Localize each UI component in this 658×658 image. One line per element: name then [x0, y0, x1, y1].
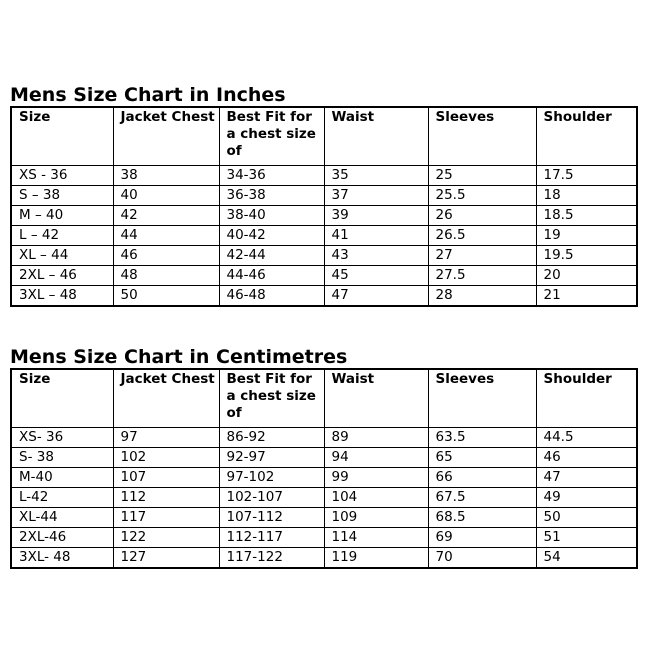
inches-size-table	[10, 106, 638, 307]
cell-jacket-chest: 46	[113, 246, 219, 266]
cell-jacket-chest: 112	[113, 488, 219, 508]
cell-size: 3XL- 48	[11, 548, 113, 569]
cell-jacket-chest: 44	[113, 226, 219, 246]
cell-waist: 41	[324, 226, 428, 246]
cell-best-fit: 36-38	[219, 186, 324, 206]
cell-best-fit: 40-42	[219, 226, 324, 246]
table-row	[11, 528, 637, 548]
cell-sleeves: 26	[428, 206, 536, 226]
cell-sleeves: 66	[428, 468, 536, 488]
cell-sleeves: 27	[428, 246, 536, 266]
header-best-fit: Best Fit for a chest size of	[219, 369, 324, 428]
cell-shoulder: 51	[536, 528, 637, 548]
cell-jacket-chest: 127	[113, 548, 219, 569]
cell-size: XL – 44	[11, 246, 113, 266]
inches-chart-title: Mens Size Chart in Inches	[10, 84, 286, 106]
header-shoulder: Shoulder	[536, 369, 637, 428]
cell-sleeves: 27.5	[428, 266, 536, 286]
cell-size: M – 40	[11, 206, 113, 226]
header-size: Size	[11, 107, 113, 166]
cell-shoulder: 46	[536, 448, 637, 468]
cell-sleeves: 70	[428, 548, 536, 569]
cell-size: L-42	[11, 488, 113, 508]
header-jacket-chest: Jacket Chest	[113, 107, 219, 166]
table-row	[11, 448, 637, 468]
cell-shoulder: 20	[536, 266, 637, 286]
cell-waist: 119	[324, 548, 428, 569]
cell-size: XL-44	[11, 508, 113, 528]
cell-best-fit: 44-46	[219, 266, 324, 286]
cell-best-fit: 107-112	[219, 508, 324, 528]
cell-size: M-40	[11, 468, 113, 488]
header-sleeves: Sleeves	[428, 107, 536, 166]
cell-waist: 94	[324, 448, 428, 468]
header-best-fit: Best Fit for a chest size of	[219, 107, 324, 166]
cell-waist: 109	[324, 508, 428, 528]
cell-waist: 99	[324, 468, 428, 488]
table-row	[11, 468, 637, 488]
cell-waist: 47	[324, 286, 428, 307]
centimetres-chart-title: Mens Size Chart in Centimetres	[10, 346, 348, 368]
cell-waist: 39	[324, 206, 428, 226]
cell-shoulder: 17.5	[536, 166, 637, 186]
cell-sleeves: 25.5	[428, 186, 536, 206]
header-size: Size	[11, 369, 113, 428]
header-waist: Waist	[324, 369, 428, 428]
table-row	[11, 548, 637, 569]
cell-jacket-chest: 42	[113, 206, 219, 226]
cell-shoulder: 19	[536, 226, 637, 246]
cell-jacket-chest: 97	[113, 428, 219, 448]
centimetres-size-table	[10, 368, 638, 569]
centimetres-size-chart	[10, 346, 636, 569]
cell-sleeves: 67.5	[428, 488, 536, 508]
cell-waist: 89	[324, 428, 428, 448]
cell-size: 2XL – 46	[11, 266, 113, 286]
cell-sleeves: 25	[428, 166, 536, 186]
cell-best-fit: 34-36	[219, 166, 324, 186]
cell-best-fit: 86-92	[219, 428, 324, 448]
cell-size: 3XL – 48	[11, 286, 113, 307]
table-row	[11, 266, 637, 286]
cell-waist: 45	[324, 266, 428, 286]
cell-waist: 104	[324, 488, 428, 508]
cell-shoulder: 18.5	[536, 206, 637, 226]
header-jacket-chest: Jacket Chest	[113, 369, 219, 428]
cell-sleeves: 68.5	[428, 508, 536, 528]
cell-size: S – 38	[11, 186, 113, 206]
table-row	[11, 246, 637, 266]
cell-waist: 37	[324, 186, 428, 206]
cell-jacket-chest: 117	[113, 508, 219, 528]
header-shoulder: Shoulder	[536, 107, 637, 166]
cell-shoulder: 18	[536, 186, 637, 206]
cell-size: XS - 36	[11, 166, 113, 186]
table-row	[11, 166, 637, 186]
cell-jacket-chest: 102	[113, 448, 219, 468]
cell-size: 2XL-46	[11, 528, 113, 548]
cell-sleeves: 26.5	[428, 226, 536, 246]
cell-best-fit: 42-44	[219, 246, 324, 266]
cell-jacket-chest: 40	[113, 186, 219, 206]
cell-size: L – 42	[11, 226, 113, 246]
cell-sleeves: 63.5	[428, 428, 536, 448]
cell-best-fit: 102-107	[219, 488, 324, 508]
cell-sleeves: 69	[428, 528, 536, 548]
cell-jacket-chest: 50	[113, 286, 219, 307]
cell-best-fit: 112-117	[219, 528, 324, 548]
cell-jacket-chest: 107	[113, 468, 219, 488]
cell-waist: 114	[324, 528, 428, 548]
header-waist: Waist	[324, 107, 428, 166]
cell-sleeves: 28	[428, 286, 536, 307]
cell-jacket-chest: 38	[113, 166, 219, 186]
cell-waist: 43	[324, 246, 428, 266]
cell-shoulder: 19.5	[536, 246, 637, 266]
cell-size: S- 38	[11, 448, 113, 468]
table-row	[11, 226, 637, 246]
cell-shoulder: 49	[536, 488, 637, 508]
cell-shoulder: 47	[536, 468, 637, 488]
table-row	[11, 286, 637, 307]
cell-shoulder: 54	[536, 548, 637, 569]
table-row	[11, 206, 637, 226]
inches-size-chart	[10, 84, 636, 307]
cell-size: XS- 36	[11, 428, 113, 448]
cell-shoulder: 44.5	[536, 428, 637, 448]
table-row	[11, 488, 637, 508]
cell-best-fit: 117-122	[219, 548, 324, 569]
table-row	[11, 186, 637, 206]
cell-shoulder: 21	[536, 286, 637, 307]
cell-best-fit: 46-48	[219, 286, 324, 307]
table-row	[11, 428, 637, 448]
cell-sleeves: 65	[428, 448, 536, 468]
cell-jacket-chest: 122	[113, 528, 219, 548]
cell-shoulder: 50	[536, 508, 637, 528]
table-header-row	[11, 369, 637, 428]
cell-waist: 35	[324, 166, 428, 186]
cell-best-fit: 38-40	[219, 206, 324, 226]
cell-jacket-chest: 48	[113, 266, 219, 286]
cell-best-fit: 97-102	[219, 468, 324, 488]
header-sleeves: Sleeves	[428, 369, 536, 428]
table-header-row	[11, 107, 637, 166]
table-row	[11, 508, 637, 528]
cell-best-fit: 92-97	[219, 448, 324, 468]
